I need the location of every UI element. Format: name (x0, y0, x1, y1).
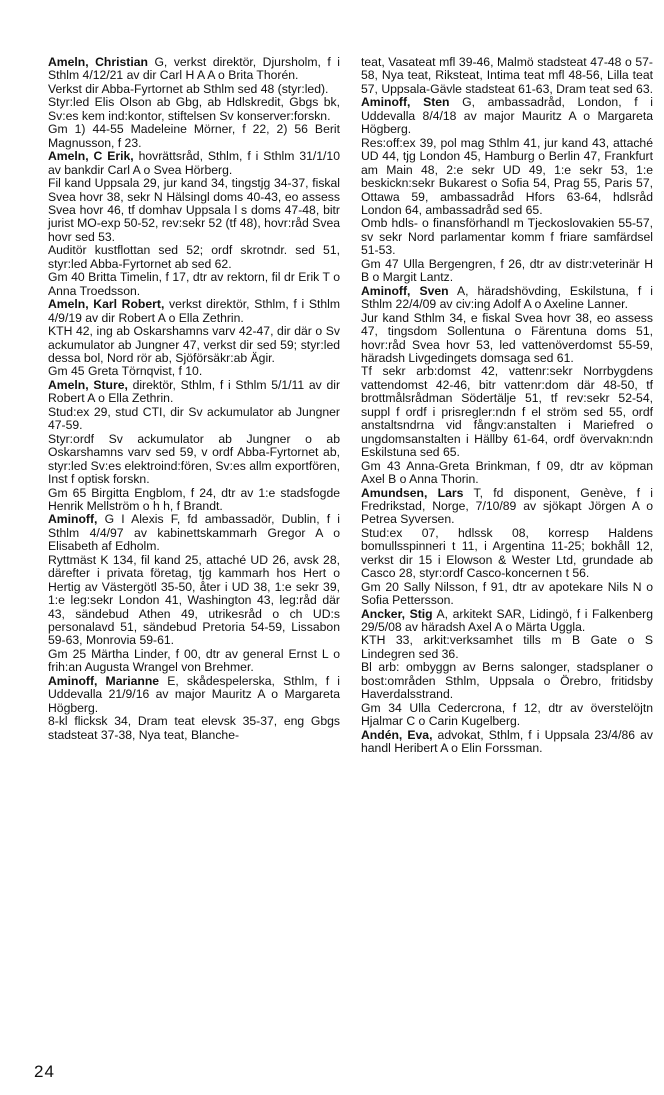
entry-text: Stud:ex 07, hdlssk 08, korresp Haldens bomullsspinneri t 11, i Argentina 11-25; bokhåll 12, verkst dir 15 i Elowson & Wester Ltd, grundade ab Casco 28, styr:ordf Casco-koncernen t 56. (361, 525, 653, 581)
entry-text: Gm 47 Ulla Bergengren, f 26, dtr av distr:veterinär H B o Margit Lantz. (361, 256, 653, 285)
entry-text: A, arkitekt SAR, Lidingö, f i Falkenberg 29/5/08 av häradsh Axel A o Märta Uggla. (361, 606, 653, 635)
entry-text: hovrättsråd, Sthlm, f i Sthlm 31/1/10 av bankdir Carl A o Svea Hörberg. (48, 149, 340, 177)
entry-text: Omb hdls- o finansförhandl m Tjeckoslovakien 55-57, sv sekr Nord parlamentar komm f friare samfärdsel 51-53. (361, 216, 653, 258)
entry-text: teat, Vasateat mfl 39-46, Malmö stadsteat 47-48 o 57-58, Nya teat, Riksteat, Intima teat mfl 48-56, Lilla teat 57, Uppsala-Gävle stadsteat 61-63, Dram teat sed 63. (361, 55, 653, 96)
entry-text: KTH 42, ing ab Oskarshamns varv 42-47, dir där o Sv ackumulator ab Jungner 47, verkst dir sed 59; styr:led dessa bol, Nord rör ab, Sjöförsäkr:ab Ägir. (48, 324, 340, 365)
entry-paragraph (361, 527, 653, 581)
entry-heading-paragraph (361, 285, 653, 312)
person-name: Amundsen, Lars (361, 485, 464, 500)
entry-text: A, häradshövding, Eskilstuna, f i Sthlm 22/4/09 av civ:ing Adolf A o Axeline Lanner. (361, 283, 653, 312)
entry-paragraph (361, 56, 653, 96)
entry-text: Auditör kustflottan sed 52; ordf skrotndr. sed 51, styr:led Abba-Fyrtornet ab sed 62. (48, 243, 340, 271)
entry-text: Tf sekr arb:domst 42, vattenr:sekr Norrbygdens vattendomst 42-46, bitr vattenr:dom där 48-50, tf brottmålsrådman Södertälje 51, tf rev:sekr 52-54, suppl f ordf i prisregler:ndn f el ström sed 55, ordf anstaltsndrna vid fångv:anstalten i Mariefred o ungdomsanstalten i Hällby 61-64, ordf övervakn:ndn Eskilstuna sed 65. (361, 364, 653, 460)
entry-paragraph (48, 648, 340, 675)
entry-text: G, ambassadråd, London, f i Uddevalla 8/4/18 av major Mauritz A o Margareta Högberg. (361, 95, 653, 137)
entry-paragraph (361, 702, 653, 729)
entry-text: Res:off:ex 39, pol mag Sthlm 41, jur kand 43, attaché UD 44, tjg London 45, Hamburg o Berlin 47, Frankfurt am Main 48, 2:e sekr UD 49, 1:e sekr 53, 1:e beskickn:sekr Bukarest o Sofia 54, Prag 55, Paris 57, Ottawa 59, ambassadråd Hfors 63-64, hdlsråd London 64, ambassadråd sed 65. (361, 135, 653, 217)
entry-text: Styr:led Elis Olson ab Gbg, ab Hdlskredit, Gbgs bk, Sv:es kem ind:kontor, stiftelsen Sv konserver:forskn. (48, 95, 340, 123)
entry-paragraph (48, 325, 340, 365)
person-name: Aminoff, (48, 512, 98, 527)
person-name: Aminoff, Sven (361, 283, 449, 298)
entry-text: verkst direktör, Sthlm, f i Sthlm 4/9/19 av dir Robert A o Ella Zethrin. (48, 297, 340, 325)
entry-heading-paragraph (361, 729, 653, 756)
entry-text: Gm 1) 44-55 Madeleine Mörner, f 22, 2) 56 Berit Magnusson, f 23. (48, 122, 340, 150)
entry-text: G, verkst direktör, Djursholm, f i Sthlm 4/12/21 av dir Carl H A A o Brita Thorén. (48, 55, 340, 83)
person-name: Aminoff, Marianne (48, 673, 160, 688)
entry-heading-paragraph (361, 487, 653, 527)
entry-paragraph (48, 96, 340, 123)
entry-text: Gm 45 Greta Törnqvist, f 10. (48, 364, 203, 379)
person-name: Ancker, Stig (361, 606, 433, 621)
person-name: Ameln, Karl Robert, (48, 297, 165, 312)
entry-paragraph (48, 123, 340, 150)
entry-text: Bl arb: ombyggn av Berns salonger, stadsplaner o bost:områden Sthlm, Uppsala o Örebro, fritidsby Haverdalsstrand. (361, 660, 653, 702)
entry-text: Styr:ordf Sv ackumulator ab Jungner o ab Oskarshamns varv sed 59, v ordf Abba-Fyrtornet ab, styr:led Sv:es elektroind:fören, Sv:es allm exportfören, Inst f optisk forskn. (48, 431, 340, 487)
entry-heading-paragraph (48, 379, 340, 406)
entry-text: direktör, Sthlm, f i Sthlm 5/1/11 av dir Robert A o Ella Zethrin. (48, 377, 340, 406)
person-name: Ameln, Christian (48, 55, 148, 69)
entry-paragraph (48, 83, 340, 96)
entry-heading-paragraph (48, 56, 340, 83)
entry-paragraph (361, 137, 653, 218)
entry-paragraph (48, 554, 340, 648)
entry-text: Verkst dir Abba-Fyrtornet ab Sthlm sed 48 (styr:led). (48, 81, 329, 96)
entry-text: Fil kand Uppsala 29, jur kand 34, tingstjg 34-37, fiskal Svea hovr 38, sekr N Hälsingl doms 40-43, eo assess Svea hovr 46, tf domhav Uppsala l s doms 47-48, bitr jurist MO-exp 50-52, rev:sekr 52 (tf 48), hovr:råd Svea hovr sed 53. (48, 176, 340, 244)
entry-text: T, fd disponent, Genève, f i Fredrikstad, Norge, 7/10/89 av sjökapt Jörgen A o Petrea Syversen. (361, 485, 653, 527)
entry-text: KTH 33, arkit:verksamhet tills m B Gate o S Lindegren sed 36. (361, 633, 653, 661)
entry-paragraph (361, 365, 653, 459)
person-name: Ameln, Sture, (48, 377, 128, 392)
entry-heading-paragraph (48, 675, 340, 715)
entry-text: Jur kand Sthlm 34, e fiskal Svea hovr 38, eo assess 47, tingsdom Sollentuna o Färentuna doms 51, hovr:råd Svea hovr 53, led vattenöverdomst 55-59, häradsh Livgedingets domsaga sed 61. (361, 310, 653, 365)
entry-text: Gm 25 Märtha Linder, f 00, dtr av general Ernst L o frih:an Augusta Wrangel von Brehmer. (48, 646, 340, 675)
entry-text: advokat, Sthlm, f i Uppsala 23/4/86 av handl Heribert A o Elin Forssman. (361, 727, 653, 756)
entry-paragraph (48, 177, 340, 244)
entry-paragraph (48, 715, 340, 742)
entry-paragraph (361, 634, 653, 661)
entry-text: Gm 40 Britta Timelin, f 17, dtr av rektorn, fil dr Erik T o Anna Troedsson. (48, 270, 340, 298)
right-column (361, 56, 653, 756)
person-name: Aminoff, Sten (361, 95, 450, 110)
entry-text: E, skådespelerska, Sthlm, f i Uddevalla 21/9/16 av major Mauritz A o Margareta Högberg. (48, 673, 341, 715)
entry-heading-paragraph (48, 150, 340, 177)
entry-paragraph (361, 581, 653, 608)
entry-text: Gm 34 Ulla Cedercrona, f 12, dtr av överstelöjtn Hjalmar C o Carin Kugelberg. (361, 700, 653, 729)
entry-paragraph (361, 258, 653, 285)
entry-heading-paragraph (361, 96, 653, 136)
entry-paragraph (48, 433, 340, 487)
person-name: Andén, Eva, (361, 727, 433, 742)
entry-text: Stud:ex 29, stud CTI, dir Sv ackumulator ab Jungner 47-59. (48, 404, 340, 433)
entry-paragraph (361, 460, 653, 487)
entry-paragraph (48, 365, 340, 378)
entry-text: G I Alexis F, fd ambassadör, Dublin, f i Sthlm 4/4/97 av kabinettskammarh Gregor A o Elisabeth af Edholm. (48, 512, 340, 554)
entry-text: Ryttmäst K 134, fil kand 25, attaché UD 26, avsk 28, därefter i privata företag, tjg kammarh hos Hert o Hertig av Västergötl 35-50, åter i UD 38, 1:e sekr 39, 1:e leg:sekr London 41, Washington 43, leg:råd där 43, sändebud Athen 49, utrikesråd o ch UD:s personalavd 51, sändebud Pretoria 54-59, Lissabon 59-63, Monrovia 59-61. (48, 552, 340, 648)
entry-text: Gm 43 Anna-Greta Brinkman, f 09, dtr av köpman Axel B o Anna Thorin. (361, 458, 653, 487)
entry-heading-paragraph (361, 608, 653, 635)
entry-text: 8-kl flicksk 34, Dram teat elevsk 35-37, eng Gbgs stadsteat 37-38, Nya teat, Blanche- (48, 714, 340, 742)
entry-text: Gm 20 Sally Nilsson, f 91, dtr av apotekare Nils N o Sofia Pettersson. (361, 579, 653, 608)
entry-heading-paragraph (48, 513, 340, 553)
person-name: Ameln, C Erik, (48, 149, 134, 164)
entry-paragraph (48, 487, 340, 514)
left-column (48, 56, 340, 742)
entry-paragraph (361, 217, 653, 257)
entry-paragraph (48, 406, 340, 433)
entry-paragraph (361, 312, 653, 366)
entry-text: Gm 65 Birgitta Engblom, f 24, dtr av 1:e stadsfogde Henrik Mellström o h h, f Brandt. (48, 485, 340, 513)
entry-paragraph (361, 661, 653, 701)
entry-heading-paragraph (48, 298, 340, 325)
page-number: 24 (34, 1062, 55, 1081)
entry-paragraph (48, 244, 340, 271)
entry-paragraph (48, 271, 340, 298)
